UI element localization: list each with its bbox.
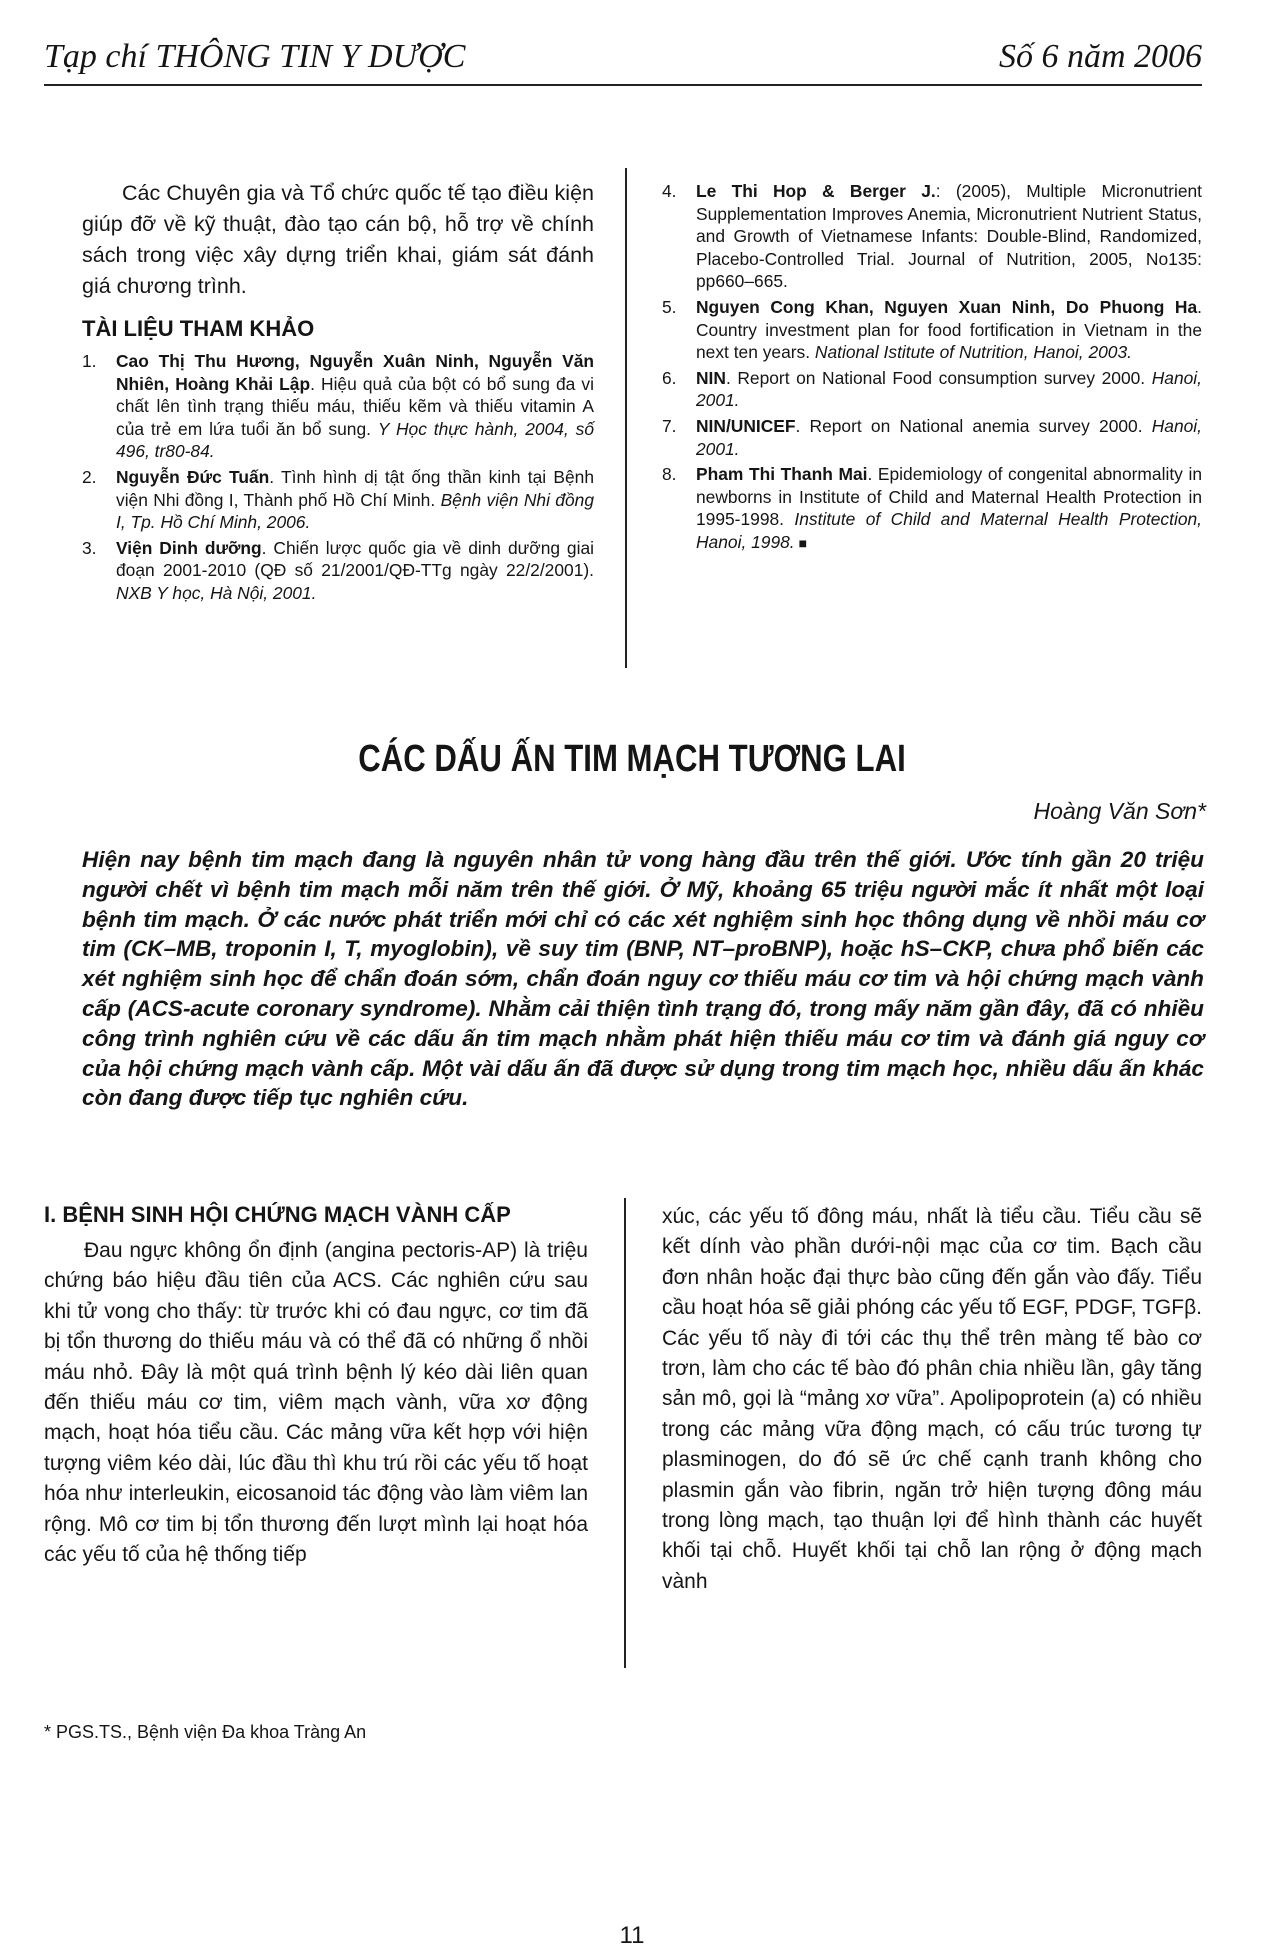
reference-text <box>116 350 594 463</box>
top-right-column <box>662 180 1202 558</box>
reference-source: Hanoi, 2001. <box>696 367 1202 411</box>
reference-source: Y Học thực hành, 2004, số 496, tr80-84. <box>116 418 594 462</box>
bottom-right-column <box>662 1202 1202 1597</box>
reference-item <box>82 537 594 605</box>
reference-source: NXB Y học, Hà Nội, 2001. <box>116 582 317 603</box>
article-abstract: Hiện nay bệnh tim mạch đang là nguyên nhân tử vong hàng đầu trên thế giới. Ước tính gần 20 triệu người chết vì bệnh tim mạch mỗi năm trên thế giới. Ở Mỹ, khoảng 65 triệu người mắc ít nhất một loại bệnh tim mạch. Ở các nước phát triển mới chỉ có các xét nghiệm sinh học thông dụng về nhồi máu cơ tim (CK–MB, troponin I, T, myoglobin), về suy tim (BNP, NT–proBNP), hoặc hS–CKP, chưa phổ biến các xét nghiệm sinh học để chẩn đoán sớm, chẩn đoán nguy cơ thiếu máu cơ tim và hội chứng mạch vành cấp (ACS-acute coronary syndrome). Nhằm cải thiện tình trạng đó, trong mấy năm gần đây, đã có nhiều công trình nghiên cứu về các dấu ấn tim mạch nhằm phát hiện thiếu máu cơ tim và đánh giá nguy cơ của hội chứng mạch vành cấp. Một vài dấu ấn đã được sử dụng trong tim mạch học, nhiều dấu ấn khác còn đang được tiếp tục nghiên cứu. <box>82 847 1204 1111</box>
journal-header: Tạp chí THÔNG TIN Y DƯỢC <box>44 38 466 75</box>
top-left-column <box>82 178 594 608</box>
reference-number: 5. <box>662 296 677 317</box>
reference-item <box>662 367 1202 412</box>
reference-authors: Pham Thi Thanh Mai <box>696 464 868 485</box>
reference-text <box>696 415 1202 460</box>
reference-body: . Epidemiology of congenital abnormality in newborns in Institute of Child and Maternal Health Protection in 1995-1998. <box>696 464 1202 530</box>
section-heading: I. BỆNH SINH HỘI CHỨNG MẠCH VÀNH CẤP <box>44 1202 511 1227</box>
reference-body: . Report on National anemia survey 2000. <box>795 415 1152 436</box>
reference-number: 7. <box>662 415 677 436</box>
header-rule <box>44 84 1202 86</box>
reference-text <box>696 296 1202 364</box>
reference-body: . Country investment plan for food fortification in Vietnam in the next ten years. <box>696 296 1202 363</box>
body-right: xúc, các yếu tố đông máu, nhất là tiểu cầu. Tiểu cầu sẽ kết dính vào phần dưới-nội mạc của cơ tim. Bạch cầu đơn nhân hoặc đại thực bào cũng đến gắn vào đấy. Tiểu cầu hoạt hóa sẽ giải phóng các yếu tố EGF, PDGF, TGFβ. Các yếu tố này đi tới các thụ thể trên màng tế bào cơ trơn, làm cho các tế bào đó phân chia nhiều lần, gây tăng sản mô, gọi là “mảng xơ vữa”. Apolipoprotein (a) có nhiều trong các mảng vữa động mạch, có cấu trúc tương tự plasminogen, do đó sẽ ức chế cạnh tranh không cho plasmin gắn vào fibrin, ngăn trở hiện tượng đông máu trong lòng mạch, tạo thuận lợi để hình thành các huyết khối tại chỗ. Huyết khối tại chỗ lan rộng ở động mạch vành <box>662 1205 1202 1593</box>
reference-number: 6. <box>662 367 677 388</box>
reference-number: 1. <box>82 351 97 371</box>
reference-number: 2. <box>82 466 97 487</box>
reference-text <box>696 367 1202 412</box>
reference-number: 4. <box>662 181 677 201</box>
reference-authors: Le Thi Hop & Berger J. <box>696 181 936 201</box>
column-divider-bottom <box>624 1198 626 1668</box>
reference-text <box>696 463 1202 554</box>
reference-authors: Nguyễn Đức Tuấn <box>116 466 270 487</box>
reference-source: Hanoi, 2001. <box>696 415 1202 459</box>
reference-number: 8. <box>662 464 677 485</box>
reference-list-right <box>662 180 1202 555</box>
footnote: * PGS.TS., Bệnh viện Đa khoa Tràng An <box>44 1722 367 1742</box>
reference-item <box>82 350 594 463</box>
reference-body: . Report on National Food consumption survey 2000. <box>725 367 1152 388</box>
reference-item <box>662 296 1202 364</box>
body-left: Đau ngực không ổn định (angina pectoris-AP) là triệu chứng báo hiệu đầu tiên của ACS. Các nghiên cứu sau khi tử vong cho thấy: từ trước khi có đau ngực, cơ tim đã bị tổn thương do thiếu máu và có thể đã có những ổ nhồi máu nhỏ. Đây là một quá trình bệnh lý kéo dài liên quan đến thiếu máu cơ tim, viêm mạch vành, vữa xơ động mạch, hoạt hóa tiểu cầu. Các mảng vữa kết hợp với hiện tượng viêm kéo dài, lúc đầu thì khu trú rồi các yếu tố hoạt hóa như interleukin, eicosanoid tác động vào làm viêm lan rộng. Mô cơ tim bị tổn thương đến lượt mình lại hoạt hóa các yếu tố của hệ thống tiếp <box>44 1239 588 1567</box>
article-author: Hoàng Văn Sơn* <box>1033 798 1206 824</box>
reference-item <box>662 415 1202 460</box>
page-number: 11 <box>619 1922 645 1949</box>
reference-body: . Chiến lược quốc gia về dinh dưỡng giai đoạn 2001-2010 (QĐ số 21/2001/QĐ-TTg ngày 22/2/2001). <box>116 537 594 581</box>
reference-source: National Istitute of Nutrition, Hanoi, 2003. <box>814 342 1132 363</box>
bottom-left-column <box>44 1202 588 1570</box>
reference-authors: NIN/UNICEF <box>696 415 796 436</box>
reference-authors: Cao Thị Thu Hương, Nguyễn Xuân Ninh, Nguyễn Văn Nhiên, Hoàng Khải Lập <box>116 351 594 394</box>
reference-item <box>662 180 1202 293</box>
reference-item <box>82 466 594 534</box>
article-title: CÁC DẤU ẤN TIM MẠCH TƯƠNG LAI <box>358 738 906 780</box>
reference-body: : (2005), Multiple Micronutrient Supplementation Improves Anemia, Micronutrient Nutrient Status, and Growth of Vietnamese Infants: Double-Blind, Randomized, Placebo-Controlled Trial. Journal of Nutrition, 2005, No135: pp660–665. <box>696 181 1202 292</box>
reference-authors: Viện Dinh dưỡng <box>116 537 262 558</box>
reference-body: . Tình hình dị tật ống thần kinh tại Bệnh viện Nhi đồng I, Thành phố Hồ Chí Minh. <box>116 466 594 510</box>
reference-source: Institute of Child and Maternal Health Protection, Hanoi, 1998. <box>696 509 1202 552</box>
reference-authors: NIN <box>696 367 726 388</box>
intro-paragraph: Các Chuyên gia và Tổ chức quốc tế tạo điều kiện giúp đỡ về kỹ thuật, đào tạo cán bộ, hỗ trợ về chính sách trong việc xây dựng triển khai, giám sát đánh giá chương trình. <box>82 181 594 298</box>
reference-list-left <box>82 350 594 605</box>
references-heading: TÀI LIỆU THAM KHẢO <box>82 316 315 341</box>
reference-text <box>116 466 594 534</box>
issue-header: Số 6 năm 2006 <box>998 38 1202 75</box>
column-divider-top <box>625 168 627 668</box>
reference-text <box>696 180 1202 293</box>
reference-text <box>116 537 594 605</box>
end-mark-icon: ■ <box>798 534 808 551</box>
reference-source: Bệnh viện Nhi đồng I, Tp. Hồ Chí Minh, 2006. <box>116 489 594 533</box>
reference-body: . Hiệu quả của bột có bổ sung đa vi chất lên tình trạng thiếu máu, thiếu kẽm và thiếu vitamin A của trẻ em lứa tuổi ăn bổ sung. <box>116 373 594 439</box>
reference-item <box>662 463 1202 554</box>
reference-number: 3. <box>82 537 97 558</box>
reference-authors: Nguyen Cong Khan, Nguyen Xuan Ninh, Do Phuong Ha <box>696 296 1198 317</box>
